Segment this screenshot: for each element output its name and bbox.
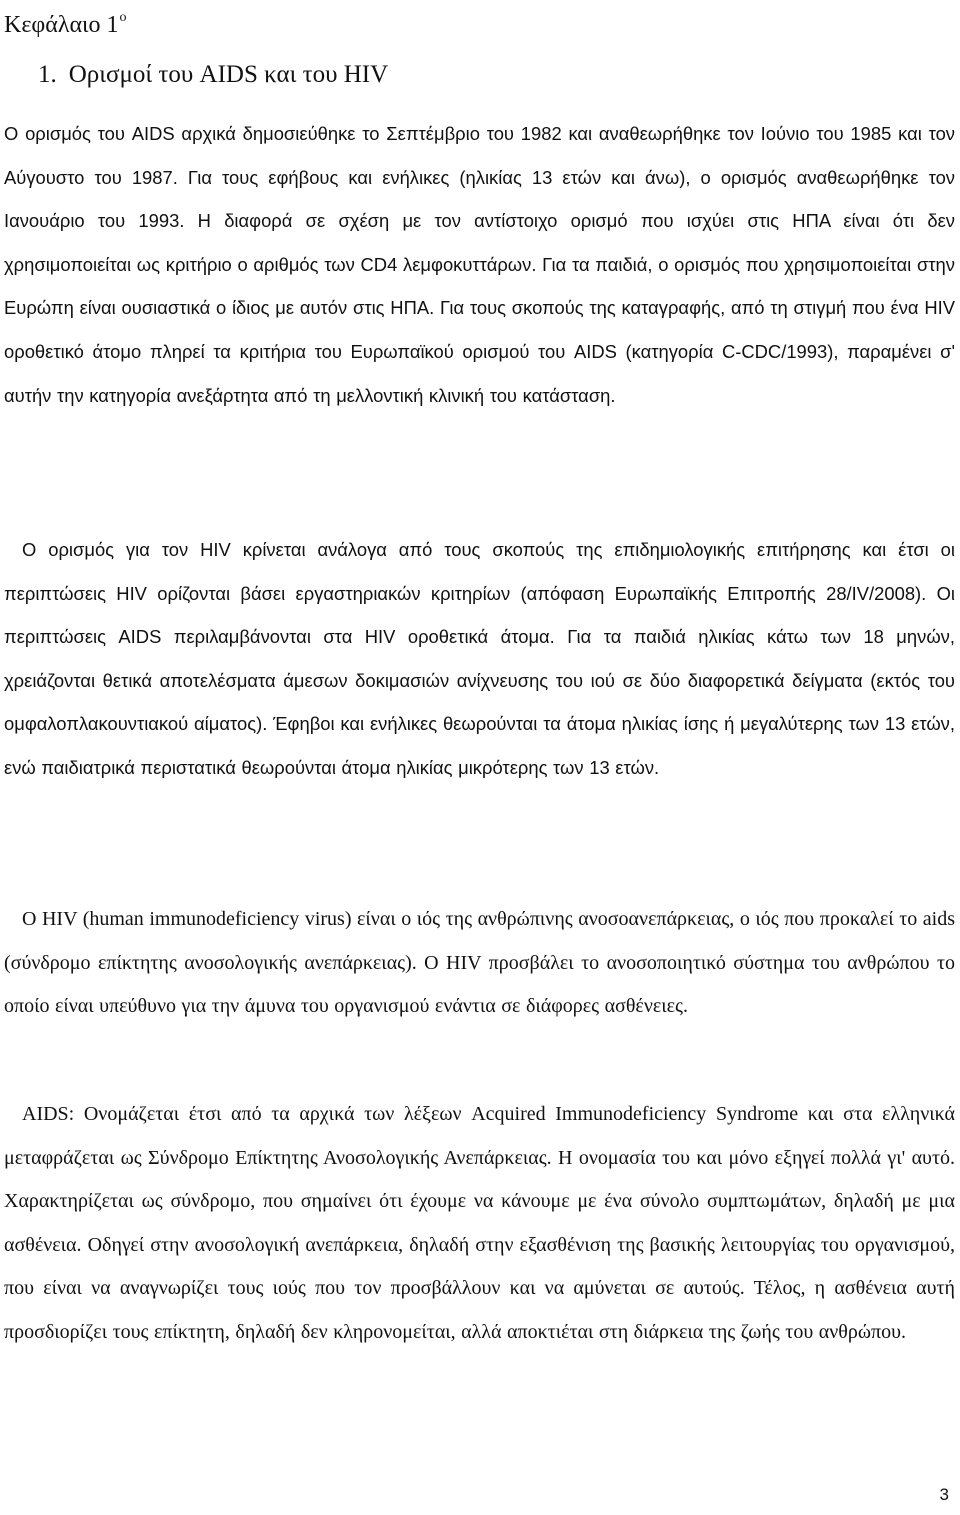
chapter-superscript: ο [119,10,127,25]
section-title-text: Ορισμοί του AIDS και του HIV [68,61,389,88]
paragraph-aids-definition: Ο ορισμός του AIDS αρχικά δημοσιεύθηκε το Σεπτέμβριο του 1982 και αναθεωρήθηκε τον Ιούνιο του 1985 και τον Αύγουστο του 1987. Για τους εφήβους και ενήλικες (ηλικίας 13 ετών και άνω), ο ορισμός αναθεωρήθηκε τον Ιανουάριο του 1993. Η διαφορά σε σχέση με τον αντίστοιχο ορισμό που ισχύει στις ΗΠΑ είναι ότι δεν χρησιμοποιείται ως κριτήριο ο αριθμός των CD4 λεμφοκυττάρων. Για τα παιδιά, ο ορισμός που χρησιμοποιείται στην Ευρώπη είναι ουσιαστικά ο ίδιος με αυτόν στις ΗΠΑ. Για τους σκοπούς της καταγραφής, από τη στιγμή που ένα HIV οροθετικό άτομο πληρεί τα κριτήρια του Ευρωπαϊκού ορισμού του AIDS (κατηγορία C-CDC/1993), παραμένει σ' αυτήν την κατηγορία ανεξάρτητα από τη μελλοντική κλινική του κατάσταση. [4,123,955,406]
chapter-heading [4,2,127,41]
page-number: 3 [939,1485,949,1504]
paragraph-hiv-virus: Ο HIV (human immunodeficiency virus) είναι ο ιός της ανθρώπινης ανοσοανεπάρκειας, ο ιός που προκαλεί το aids (σύνδρομο επίκτητης ανοσολογικής ανεπάρκειας). Ο HIV προσβάλει το ανοσοποιητικό σύστημα του ανθρώπου το οποίο είναι υπεύθυνο για την άμυνα του οργανισμού ενάντια σε διάφορες ασθένειες. [4,908,955,1018]
paragraph-hiv-definition: Ο ορισμός για τον HIV κρίνεται ανάλογα από τους σκοπούς της επιδημιολογικής επιτήρησης και έτσι οι περιπτώσεις HIV ορίζονται βάσει εργαστηριακών κριτηρίων (απόφαση Ευρωπαϊκής Επιτροπής 28/IV/2008). Οι περιπτώσεις AIDS περιλαμβάνονται στα HIV οροθετικά άτομα. Για τα παιδιά ηλικίας κάτω των 18 μηνών, χρειάζονται θετικά αποτελέσματα άμεσων δοκιμασιών ανίχνευσης του ιού σε δύο διαφορετικά δείγματα (εκτός του ομφαλοπλακουντιακού αίματος). Έφηβοι και ενήλικες θεωρούνται τα άτομα ηλικίας ίσης ή μεγαλύτερης των 13 ετών, ενώ παιδιατρικά περιστατικά θεωρούνται άτομα ηλικίας μικρότερης των 13 ετών. [4,539,955,778]
paragraph-aids-meaning: AIDS: Ονομάζεται έτσι από τα αρχικά των λέξεων Acquired Immunodeficiency Syndrome και στα ελληνικά μεταφράζεται ως Σύνδρομο Επίκτητης Ανοσολογικής Ανεπάρκειας. Η ονομασία του και μόνο εξηγεί πολλά γι' αυτό. Χαρακτηρίζεται ως σύνδρομο, που σημαίνει ότι έχουμε να κάνουμε με ένα σύνολο συμπτωμάτων, δηλαδή με μια ασθένεια. Οδηγεί στην ανοσολογική ανεπάρκεια, δηλαδή στην εξασθένιση της βασικής λειτουργίας του οργανισμού, που είναι να αναγνωρίζει τους ιούς που τον προσβάλλουν και να αμύνεται σε αυτούς. Τέλος, η ασθένεια αυτή προσδιορίζει τους επίκτητη, δηλαδή δεν κληρονομείται, αλλά αποκτιέται στη διάρκεια της ζωής του ανθρώπου. [4,1103,955,1343]
section-title [38,58,388,92]
section-number: 1. [38,61,57,88]
chapter-label: Κεφάλαιο 1 [4,12,119,38]
